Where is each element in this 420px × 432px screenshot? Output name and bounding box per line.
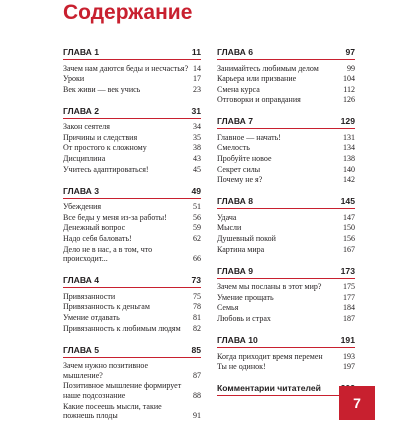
entry-page: 193 [343, 351, 355, 361]
chapter-heading[interactable] [63, 47, 201, 60]
toc-entry[interactable] [217, 74, 355, 85]
entry-page: 62 [193, 234, 201, 244]
entry-title: Ты не одинок! [217, 362, 266, 372]
entry-title: Позитивное мышление формирует наше подсознание [63, 381, 182, 400]
chapter-page: 73 [191, 275, 201, 286]
entry-title: Почему не я? [217, 175, 263, 185]
entry-page: 75 [193, 291, 201, 301]
chapter-label: ГЛАВА 9 [217, 265, 254, 276]
entry-title: Умение прощать [217, 292, 274, 302]
toc-entry[interactable] [217, 362, 355, 373]
chapter-heading[interactable] [217, 196, 355, 209]
chapter-page: 31 [191, 105, 201, 116]
entry-page: 131 [343, 132, 355, 142]
toc-entry[interactable] [217, 234, 355, 245]
toc-entry[interactable] [217, 223, 355, 234]
chapter-label: ГЛАВА 2 [63, 105, 100, 116]
toc-entry[interactable] [63, 401, 201, 421]
entry-title: Когда приходит время перемен [217, 351, 323, 361]
entry-page: 91 [193, 411, 201, 421]
entry-title: Главное — начать! [217, 132, 281, 142]
toc-entry[interactable] [217, 154, 355, 165]
chapter-heading[interactable] [63, 186, 201, 199]
chapter-heading[interactable] [217, 335, 355, 348]
entry-page: 81 [193, 313, 201, 322]
toc-chapter [63, 345, 201, 422]
toc-entry[interactable] [217, 292, 355, 303]
entry-title: Какие посеешь мысли, такие пожнешь плоды [63, 401, 162, 421]
entry-title: Надо себя баловать! [63, 234, 132, 244]
entry-page: 134 [343, 143, 355, 153]
toc-entry[interactable] [63, 381, 201, 401]
entry-title: Причины и следствия [63, 132, 138, 142]
entry-page: 138 [343, 154, 355, 164]
chapter-page: 173 [340, 265, 355, 276]
toc-entry[interactable] [217, 95, 355, 106]
entry-page: 35 [193, 132, 201, 142]
entry-page: 104 [343, 74, 355, 84]
entry-page: 99 [347, 63, 355, 73]
entry-page: 142 [343, 175, 355, 185]
entry-title: Занимайтесь любимым делом [217, 63, 319, 73]
entry-title: Смена курса [217, 84, 260, 94]
toc-entry[interactable] [63, 143, 201, 154]
toc-entry[interactable] [217, 175, 355, 186]
entry-title: Удача [217, 212, 237, 222]
entry-page: 87 [193, 370, 201, 380]
entry-page: 140 [343, 164, 355, 174]
entry-page: 45 [193, 164, 201, 174]
chapter-label: ГЛАВА 5 [63, 344, 100, 355]
entry-page: 187 [343, 314, 355, 323]
entry-title: Зачем нужно позитивное мышление? [63, 361, 149, 380]
chapter-heading[interactable] [63, 275, 201, 288]
entry-page: 43 [193, 154, 201, 164]
toc-entry[interactable] [63, 323, 201, 334]
comments-label: Комментарии читателей [217, 383, 321, 394]
entry-title: Закон сеятеля [63, 122, 110, 132]
entry-page: 82 [193, 323, 201, 333]
toc-chapter [217, 266, 355, 324]
toc-entry[interactable] [63, 361, 201, 381]
toc-entry[interactable] [63, 132, 201, 143]
toc-entry[interactable] [63, 291, 201, 302]
chapter-label: ГЛАВА 1 [63, 47, 100, 57]
chapter-heading[interactable] [217, 266, 355, 279]
toc-chapter [217, 47, 355, 105]
chapter-page: 129 [340, 116, 355, 127]
entry-title: Любовь и страх [217, 314, 271, 323]
toc-entry[interactable] [63, 202, 201, 213]
entry-page: 78 [193, 302, 201, 312]
entry-title: Дело не в нас, а в том, что происходит... [63, 244, 153, 264]
toc-entry[interactable] [63, 74, 201, 85]
entry-title: Зачем мы посланы в этот мир? [217, 282, 322, 292]
toc-entry[interactable] [217, 244, 355, 255]
entry-title: Денежный вопрос [63, 223, 126, 233]
entry-title: Отговорки и оправдания [217, 95, 301, 105]
chapter-page: 97 [345, 47, 355, 57]
chapter-page: 145 [340, 196, 355, 207]
entry-title: Уроки [63, 74, 85, 84]
entry-title: Пробуйте новое [217, 154, 272, 164]
entry-page: 66 [193, 254, 201, 264]
toc-entry[interactable] [217, 282, 355, 293]
toc-entry[interactable] [217, 303, 355, 314]
toc-left-column [63, 47, 201, 432]
entry-title: Учитесь адаптироваться! [63, 164, 149, 174]
entry-title: Убеждения [63, 202, 102, 212]
chapter-label: ГЛАВА 6 [217, 47, 254, 57]
toc-chapter [63, 275, 201, 333]
entry-page: 59 [193, 223, 201, 233]
toc-entry[interactable] [217, 132, 355, 143]
entry-page: 88 [193, 390, 201, 400]
entry-page: 167 [343, 244, 355, 254]
chapter-label: ГЛАВА 4 [63, 275, 100, 286]
entry-title: Мысли [217, 223, 242, 233]
toc-entry[interactable] [217, 63, 355, 74]
toc-chapter [63, 186, 201, 265]
toc-entry[interactable] [217, 84, 355, 95]
entry-title: Зачем нам даются беды и несчастья? [63, 63, 189, 73]
page-title: Содержание [63, 1, 193, 24]
entry-page: 112 [343, 84, 355, 94]
toc-entry[interactable] [63, 63, 201, 74]
toc-chapter [217, 335, 355, 372]
chapter-heading[interactable] [63, 345, 201, 358]
entry-title: Век живи — век учись [63, 84, 141, 94]
entry-page: 38 [193, 143, 201, 153]
toc-entry[interactable] [63, 212, 201, 223]
toc-entry[interactable] [63, 84, 201, 95]
entry-title: Привязанность к деньгам [63, 302, 150, 312]
toc-entry[interactable] [63, 154, 201, 165]
toc-entry[interactable] [63, 313, 201, 324]
entry-title: Душевный покой [217, 234, 276, 244]
entry-page: 56 [193, 212, 201, 222]
entry-page: 175 [343, 282, 355, 292]
entry-page: 150 [343, 223, 355, 233]
entry-title: От простого к сложному [63, 143, 147, 153]
toc-entry[interactable] [217, 212, 355, 223]
toc-entry[interactable] [63, 244, 201, 264]
toc-chapter [217, 196, 355, 254]
toc-entry[interactable] [217, 164, 355, 175]
chapter-page: 191 [340, 335, 355, 346]
toc-chapter [63, 106, 201, 175]
entry-title: Дисциплина [63, 154, 106, 164]
toc-entry[interactable] [217, 351, 355, 362]
chapter-label: ГЛАВА 3 [63, 185, 100, 196]
entry-page: 17 [193, 74, 201, 84]
toc-comments-entry[interactable] [217, 383, 355, 396]
toc-entry[interactable] [63, 234, 201, 245]
entry-title: Картина мира [217, 244, 265, 254]
entry-page: 147 [343, 212, 355, 222]
entry-page: 34 [193, 122, 201, 132]
chapter-label: ГЛАВА 8 [217, 196, 254, 207]
chapter-page: 49 [191, 185, 201, 196]
entry-title: Карьера или призвание [217, 74, 297, 84]
toc-right-column [217, 47, 355, 396]
chapter-heading[interactable] [217, 47, 355, 60]
toc-entry[interactable] [63, 122, 201, 133]
entry-title: Семья [217, 303, 239, 313]
entry-title: Все беды у меня из-за работы! [63, 212, 167, 222]
entry-page: 197 [343, 362, 355, 372]
page-number-tab [339, 386, 375, 420]
entry-title: Смелость [217, 143, 250, 153]
entry-title: Привязанности [63, 291, 116, 301]
entry-page: 23 [193, 84, 201, 94]
entry-page: 126 [343, 95, 355, 105]
chapter-heading[interactable] [217, 116, 355, 129]
toc-entry[interactable] [217, 314, 355, 325]
toc-entry[interactable] [63, 223, 201, 234]
entry-page: 14 [193, 63, 201, 73]
chapter-label: ГЛАВА 7 [217, 116, 254, 127]
entry-page: 51 [193, 202, 201, 212]
entry-page: 184 [343, 303, 355, 313]
entry-title: Секрет силы [217, 164, 261, 174]
entry-page: 156 [343, 234, 355, 244]
page-number: 7 [353, 395, 361, 411]
chapter-page: 85 [191, 344, 201, 355]
toc-chapter [63, 47, 201, 95]
entry-title: Умение отдавать [63, 313, 120, 322]
toc-entry[interactable] [63, 302, 201, 313]
toc-chapter [217, 116, 355, 185]
chapter-label: ГЛАВА 10 [217, 335, 258, 346]
chapter-page: 11 [191, 47, 201, 57]
toc-entry[interactable] [217, 143, 355, 154]
entry-page: 177 [343, 292, 355, 302]
chapter-heading[interactable] [63, 106, 201, 119]
toc-entry[interactable] [63, 164, 201, 175]
entry-title: Привязанность к любимым людям [63, 323, 181, 333]
